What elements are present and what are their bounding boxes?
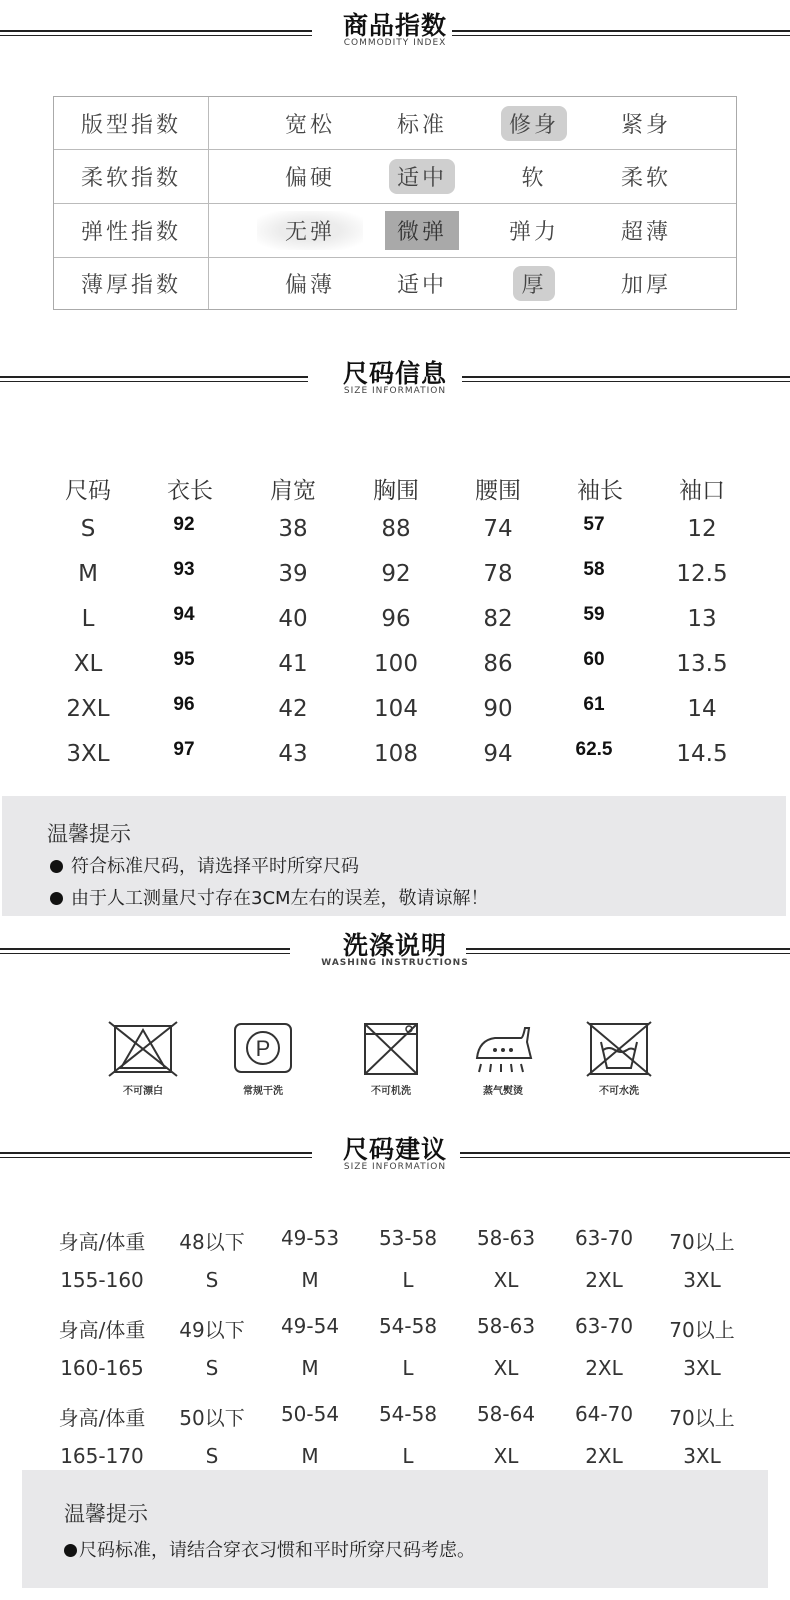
advice-cell: 54-58 — [378, 1314, 438, 1338]
size-advice-header — [0, 1130, 790, 1180]
advice-cell: L — [402, 1444, 414, 1468]
size-info-header — [0, 354, 790, 404]
size-cell: 胸围 — [373, 478, 419, 504]
index-row — [54, 97, 736, 150]
advice-row-label: 155-160 — [60, 1268, 144, 1292]
advice-cell: 50-54 — [280, 1402, 340, 1426]
size-cell: 92 — [381, 561, 411, 587]
index-row — [54, 149, 736, 204]
advice-cell: 63-70 — [574, 1314, 634, 1338]
size-info-subtitle: SIZE INFORMATION — [343, 386, 447, 396]
size-cell: 38 — [278, 516, 308, 542]
size-cell: 12 — [687, 516, 717, 542]
advice-cell: 3XL — [683, 1356, 721, 1380]
index-option: 宽松 — [284, 112, 335, 138]
size-cell: 92 — [173, 514, 195, 535]
size-cell: 13.5 — [676, 651, 728, 677]
size-cell: S — [80, 516, 96, 542]
wash-item: 蒸气熨烫 — [458, 1020, 548, 1097]
size-cell: 3XL — [66, 741, 110, 767]
size-cell: 衣长 — [167, 478, 213, 504]
index-option — [366, 149, 478, 203]
advice-cell: 53-58 — [378, 1226, 438, 1250]
index-option-selected: 适中 — [389, 159, 455, 194]
size-cell: 78 — [483, 561, 513, 587]
index-option-selected: 微弹 — [385, 211, 459, 250]
index-option: 超薄 — [620, 219, 671, 245]
commodity-subtitle: COMMODITY INDEX — [343, 38, 447, 48]
advice-cell: L — [402, 1356, 414, 1380]
advice-cell: 58-63 — [476, 1226, 536, 1250]
size-cell: 42 — [278, 696, 308, 722]
advice-cell: 49-54 — [280, 1314, 340, 1338]
wash-item: 不可机洗 — [346, 1020, 436, 1097]
index-option: 适中 — [396, 272, 447, 298]
size-cell: 尺码 — [65, 478, 111, 504]
no-bleach-icon — [107, 1020, 179, 1078]
index-option: 弹力 — [508, 219, 559, 245]
size-cell: 袖口 — [679, 478, 725, 504]
size-cell: 96 — [173, 694, 195, 715]
index-row-label: 柔软指数 — [54, 149, 209, 203]
size-cell: 2XL — [66, 696, 110, 722]
advice-cell: S — [205, 1356, 219, 1380]
size-cell: 12.5 — [676, 561, 728, 587]
advice-cell: M — [301, 1268, 319, 1292]
advice-cell: 58-64 — [476, 1402, 536, 1426]
index-option — [366, 203, 478, 257]
advice-cell: 48以下 — [179, 1230, 245, 1254]
size-cell: 95 — [173, 649, 195, 670]
wash-item: 不可漂白 — [98, 1020, 188, 1097]
bullet-icon — [50, 892, 63, 905]
tips-1-line: 由于人工测量尺寸存在3CM左右的误差，敬请谅解！ — [50, 884, 489, 910]
advice-cell: 58-63 — [476, 1314, 536, 1338]
size-cell: 86 — [483, 651, 513, 677]
size-cell: M — [78, 561, 98, 587]
index-option: 柔软 — [620, 165, 671, 191]
advice-row-label: 160-165 — [60, 1356, 144, 1380]
index-option-selected: 修身 — [501, 106, 567, 141]
size-cell: 88 — [381, 516, 411, 542]
index-option: 标准 — [396, 112, 447, 138]
index-option: 软 — [521, 165, 547, 191]
advice-cell: 2XL — [585, 1444, 623, 1468]
advice-row-label: 身高/体重 — [58, 1230, 146, 1254]
tips-1-title: 温馨提示 — [47, 822, 131, 846]
index-row-label: 薄厚指数 — [54, 257, 209, 309]
index-option: 加厚 — [620, 272, 671, 298]
size-cell: 93 — [173, 559, 195, 580]
washing-title: 洗涤说明 — [342, 931, 447, 960]
index-option — [478, 97, 590, 149]
advice-cell: 2XL — [585, 1268, 623, 1292]
commodity-index-table — [53, 96, 737, 310]
advice-cell: M — [301, 1356, 319, 1380]
size-cell: 97 — [173, 739, 195, 760]
commodity-title: 商品指数 — [342, 11, 447, 40]
index-option: 无弹 — [254, 203, 366, 257]
index-option — [478, 257, 590, 309]
advice-cell: 54-58 — [378, 1402, 438, 1426]
size-advice-subtitle: SIZE INFORMATION — [343, 1162, 447, 1172]
advice-cell: 50以下 — [179, 1406, 245, 1430]
size-cell: 108 — [374, 741, 418, 767]
size-cell: 57 — [583, 514, 605, 535]
tips-2-line: 尺码标准，请结合穿衣习惯和平时所穿尺码考虑。 — [64, 1536, 475, 1562]
washing-header — [0, 926, 790, 976]
advice-cell: 70以上 — [669, 1318, 735, 1342]
index-row-label: 弹性指数 — [54, 203, 209, 257]
size-cell: 14.5 — [676, 741, 728, 767]
commodity-header — [0, 4, 790, 54]
advice-cell: L — [402, 1268, 414, 1292]
advice-cell: 3XL — [683, 1444, 721, 1468]
advice-cell: S — [205, 1268, 219, 1292]
advice-cell: S — [205, 1444, 219, 1468]
no-water-wash-icon — [583, 1020, 655, 1078]
size-cell: 14 — [687, 696, 717, 722]
size-cell: 肩宽 — [270, 478, 316, 504]
size-cell: 39 — [278, 561, 308, 587]
advice-cell: XL — [493, 1356, 519, 1380]
tips-box-2 — [22, 1470, 768, 1588]
size-cell: 96 — [381, 606, 411, 632]
size-cell: 94 — [483, 741, 513, 767]
advice-cell: 2XL — [585, 1356, 623, 1380]
wash-item: P 常规干洗 — [218, 1020, 308, 1097]
size-cell: XL — [73, 651, 103, 677]
tips-1-line: 符合标准尺码，请选择平时所穿尺码 — [50, 852, 359, 878]
washing-subtitle: WASHING INSTRUCTIONS — [321, 958, 469, 968]
advice-cell: XL — [493, 1268, 519, 1292]
advice-cell: XL — [493, 1444, 519, 1468]
dry-clean-icon — [227, 1020, 299, 1078]
bullet-icon — [64, 1544, 77, 1557]
advice-cell: 70以上 — [669, 1230, 735, 1254]
wash-item: 不可水洗 — [574, 1020, 664, 1097]
size-cell: 59 — [583, 604, 605, 625]
svg-text:P: P — [255, 1036, 271, 1061]
size-cell: 40 — [278, 606, 308, 632]
size-cell: 腰围 — [475, 478, 521, 504]
advice-cell: 64-70 — [574, 1402, 634, 1426]
size-cell: 104 — [374, 696, 418, 722]
advice-cell: 3XL — [683, 1268, 721, 1292]
size-cell: 90 — [483, 696, 513, 722]
advice-row-label: 身高/体重 — [58, 1318, 146, 1342]
advice-cell: M — [301, 1444, 319, 1468]
index-row-label: 版型指数 — [54, 97, 209, 149]
size-cell: 61 — [583, 694, 605, 715]
index-option: 偏薄 — [284, 272, 335, 298]
tips-box-1 — [2, 796, 786, 916]
index-row — [54, 203, 736, 258]
size-cell: 62.5 — [575, 739, 613, 760]
size-cell: 60 — [583, 649, 605, 670]
bullet-icon — [50, 860, 63, 873]
size-cell: 43 — [278, 741, 308, 767]
index-option-selected: 厚 — [513, 266, 554, 301]
advice-cell: 49-53 — [280, 1226, 340, 1250]
size-cell: 94 — [173, 604, 195, 625]
tips-2-title: 温馨提示 — [64, 1502, 148, 1526]
size-cell: 袖长 — [577, 478, 623, 504]
index-row — [54, 257, 736, 309]
size-info-title: 尺码信息 — [342, 359, 447, 388]
size-cell: 82 — [483, 606, 513, 632]
size-cell: 74 — [483, 516, 513, 542]
advice-row-label: 165-170 — [60, 1444, 144, 1468]
size-cell: 41 — [278, 651, 308, 677]
size-advice-title: 尺码建议 — [342, 1135, 447, 1164]
advice-cell: 70以上 — [669, 1406, 735, 1430]
size-cell: 58 — [583, 559, 605, 580]
advice-cell: 63-70 — [574, 1226, 634, 1250]
advice-cell: 49以下 — [179, 1318, 245, 1342]
no-machine-wash-icon — [355, 1020, 427, 1078]
index-option: 偏硬 — [284, 165, 335, 191]
steam-iron-icon — [465, 1020, 541, 1078]
size-cell: L — [81, 606, 95, 632]
size-cell: 13 — [687, 606, 717, 632]
advice-row-label: 身高/体重 — [58, 1406, 146, 1430]
index-option: 紧身 — [620, 112, 671, 138]
size-cell: 100 — [374, 651, 418, 677]
